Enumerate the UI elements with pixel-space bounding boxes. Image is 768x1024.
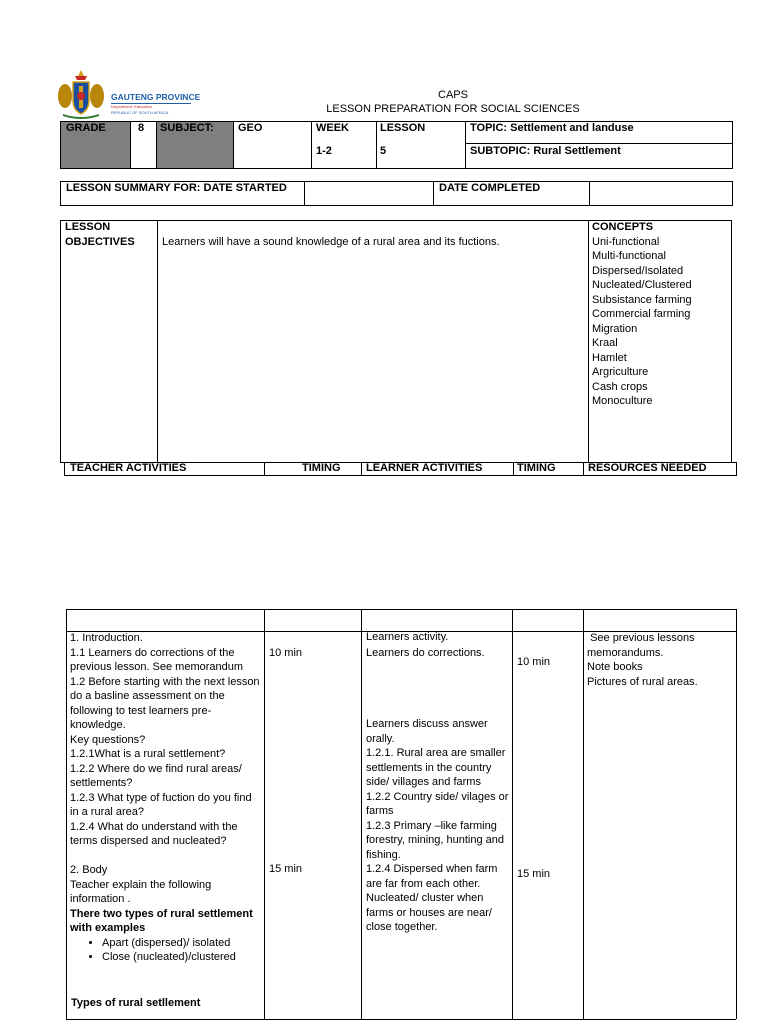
concept-item: Subsistance farming	[592, 293, 692, 306]
concept-item: Argriculture	[592, 366, 649, 378]
lesson-label: LESSON	[380, 122, 426, 134]
learner-discuss: Learners discuss answer orally.	[366, 718, 488, 745]
resource-line: Pictures of rural areas.	[587, 675, 698, 688]
concepts-list	[592, 235, 728, 409]
timing-body-2: 15 min	[517, 868, 551, 880]
date-completed-label: DATE COMPLETED	[439, 182, 541, 194]
objectives-label-2: OBJECTIVES	[65, 236, 135, 248]
teacher-intro-line: 1.2.2 Where do we find rural areas/ settlements?	[70, 762, 242, 789]
learner-answer: 1.2.1. Rural area are smaller settlements in the country side/ villages and farms	[366, 747, 506, 788]
week-value: 1-2	[316, 145, 332, 157]
concept-item: Hamlet	[592, 351, 627, 364]
timing-intro-1: 10 min	[269, 647, 303, 659]
resources-cell	[587, 631, 732, 689]
learner-answer: 1.2.4 Dispersed when farm are far from each other. Nucleated/ cluster when farms or houses are near/ close together.	[366, 863, 498, 933]
timing-body-1: 15 min	[269, 863, 303, 875]
settlement-type-item: • Close (nucleated)/clustered	[102, 950, 260, 965]
lesson-value: 5	[380, 145, 387, 157]
week-label: WEEK	[316, 122, 349, 134]
objectives-text: Learners will have a sound knowledge of a rural area and its fuctions.	[162, 236, 500, 248]
concept-item: Nucleated/Clustered	[592, 279, 692, 291]
learner-activities-header: LEARNER ACTIVITIES	[366, 462, 483, 474]
concept-item: Dispersed/Isolated	[592, 264, 684, 277]
objectives-label-1: LESSON	[65, 221, 111, 233]
timing-header-1: TIMING	[302, 462, 341, 474]
teacher-activities-cell	[70, 631, 260, 965]
subject-value: GEO	[238, 122, 263, 134]
teacher-intro-line: 1. Introduction.	[70, 632, 143, 644]
caps-label: CAPS	[438, 89, 468, 101]
grade-value: 8	[138, 122, 145, 134]
resources-header: RESOURCES NEEDED	[588, 462, 707, 474]
concept-item: Cash crops	[592, 380, 648, 393]
teacher-intro-line: 1.1 Learners do corrections of the previous lesson. See memorandum	[70, 646, 244, 673]
topic: TOPIC: Settlement and landuse	[470, 122, 634, 134]
concept-item: Multi-functional	[592, 250, 666, 262]
resource-line: Note books	[587, 661, 643, 673]
logo-department: Department: Education	[111, 104, 152, 109]
teacher-body-text: Teacher explain the following information .	[70, 878, 212, 905]
subject-label: SUBJECT:	[160, 122, 214, 134]
timing-header-2: TIMING	[517, 462, 556, 474]
settlement-type-item: • Apart (dispersed)/ isolated	[102, 936, 260, 951]
learner-answer: 1.2.3 Primary –like farming forestry, mining, hunting and fishing.	[366, 819, 504, 861]
logo-province: GAUTENG PROVINCE	[111, 92, 201, 102]
subtopic: SUBTOPIC: Rural Settlement	[470, 145, 621, 157]
teacher-intro-line: 1.2.4 What do understand with the terms dispersed and nucleated?	[70, 820, 238, 847]
learner-corrections: Learners do corrections.	[366, 647, 485, 659]
concept-item: Migration	[592, 322, 638, 335]
learner-answers-cell	[366, 717, 510, 935]
teacher-activities-header: TEACHER ACTIVITIES	[70, 462, 187, 474]
summary-label: LESSON SUMMARY FOR: DATE STARTED	[66, 182, 287, 194]
learner-activity-label: Learners activity.	[366, 631, 449, 643]
teacher-intro-line: 1.2 Before starting with the next lesson do a basline assessment on the following to test learners pre-knowledge.	[70, 675, 260, 731]
concept-item: Kraal	[592, 337, 618, 349]
concept-item: Uni-functional	[592, 235, 660, 248]
resource-line: See previous lessons memorandums.	[587, 632, 698, 659]
logo-republic: REPUBLIC OF SOUTH AFRICA	[111, 110, 169, 115]
teacher-intro-line: Key questions?	[70, 733, 146, 746]
teacher-body-bold: There two types of rural settlement with examples	[70, 907, 253, 934]
teacher-intro-line: 1.2.3 What type of fuction do you find in a rural area?	[70, 791, 252, 818]
concept-item: Commercial farming	[592, 308, 691, 320]
grade-label: GRADE	[66, 122, 106, 134]
concepts-title: CONCEPTS	[592, 221, 654, 233]
timing-intro-2: 10 min	[517, 656, 551, 668]
page-title: LESSON PREPARATION FOR SOCIAL SCIENCES	[326, 103, 580, 115]
types-title: Types of rural setllement	[71, 997, 201, 1009]
teacher-body-title: 2. Body	[70, 864, 108, 876]
concept-item: Monoculture	[592, 395, 653, 407]
learner-answer: 1.2.2 Country side/ vilages or farms	[366, 790, 509, 817]
teacher-intro-line: 1.2.1What is a rural settlement?	[70, 748, 226, 760]
settlement-type-list	[70, 936, 260, 965]
